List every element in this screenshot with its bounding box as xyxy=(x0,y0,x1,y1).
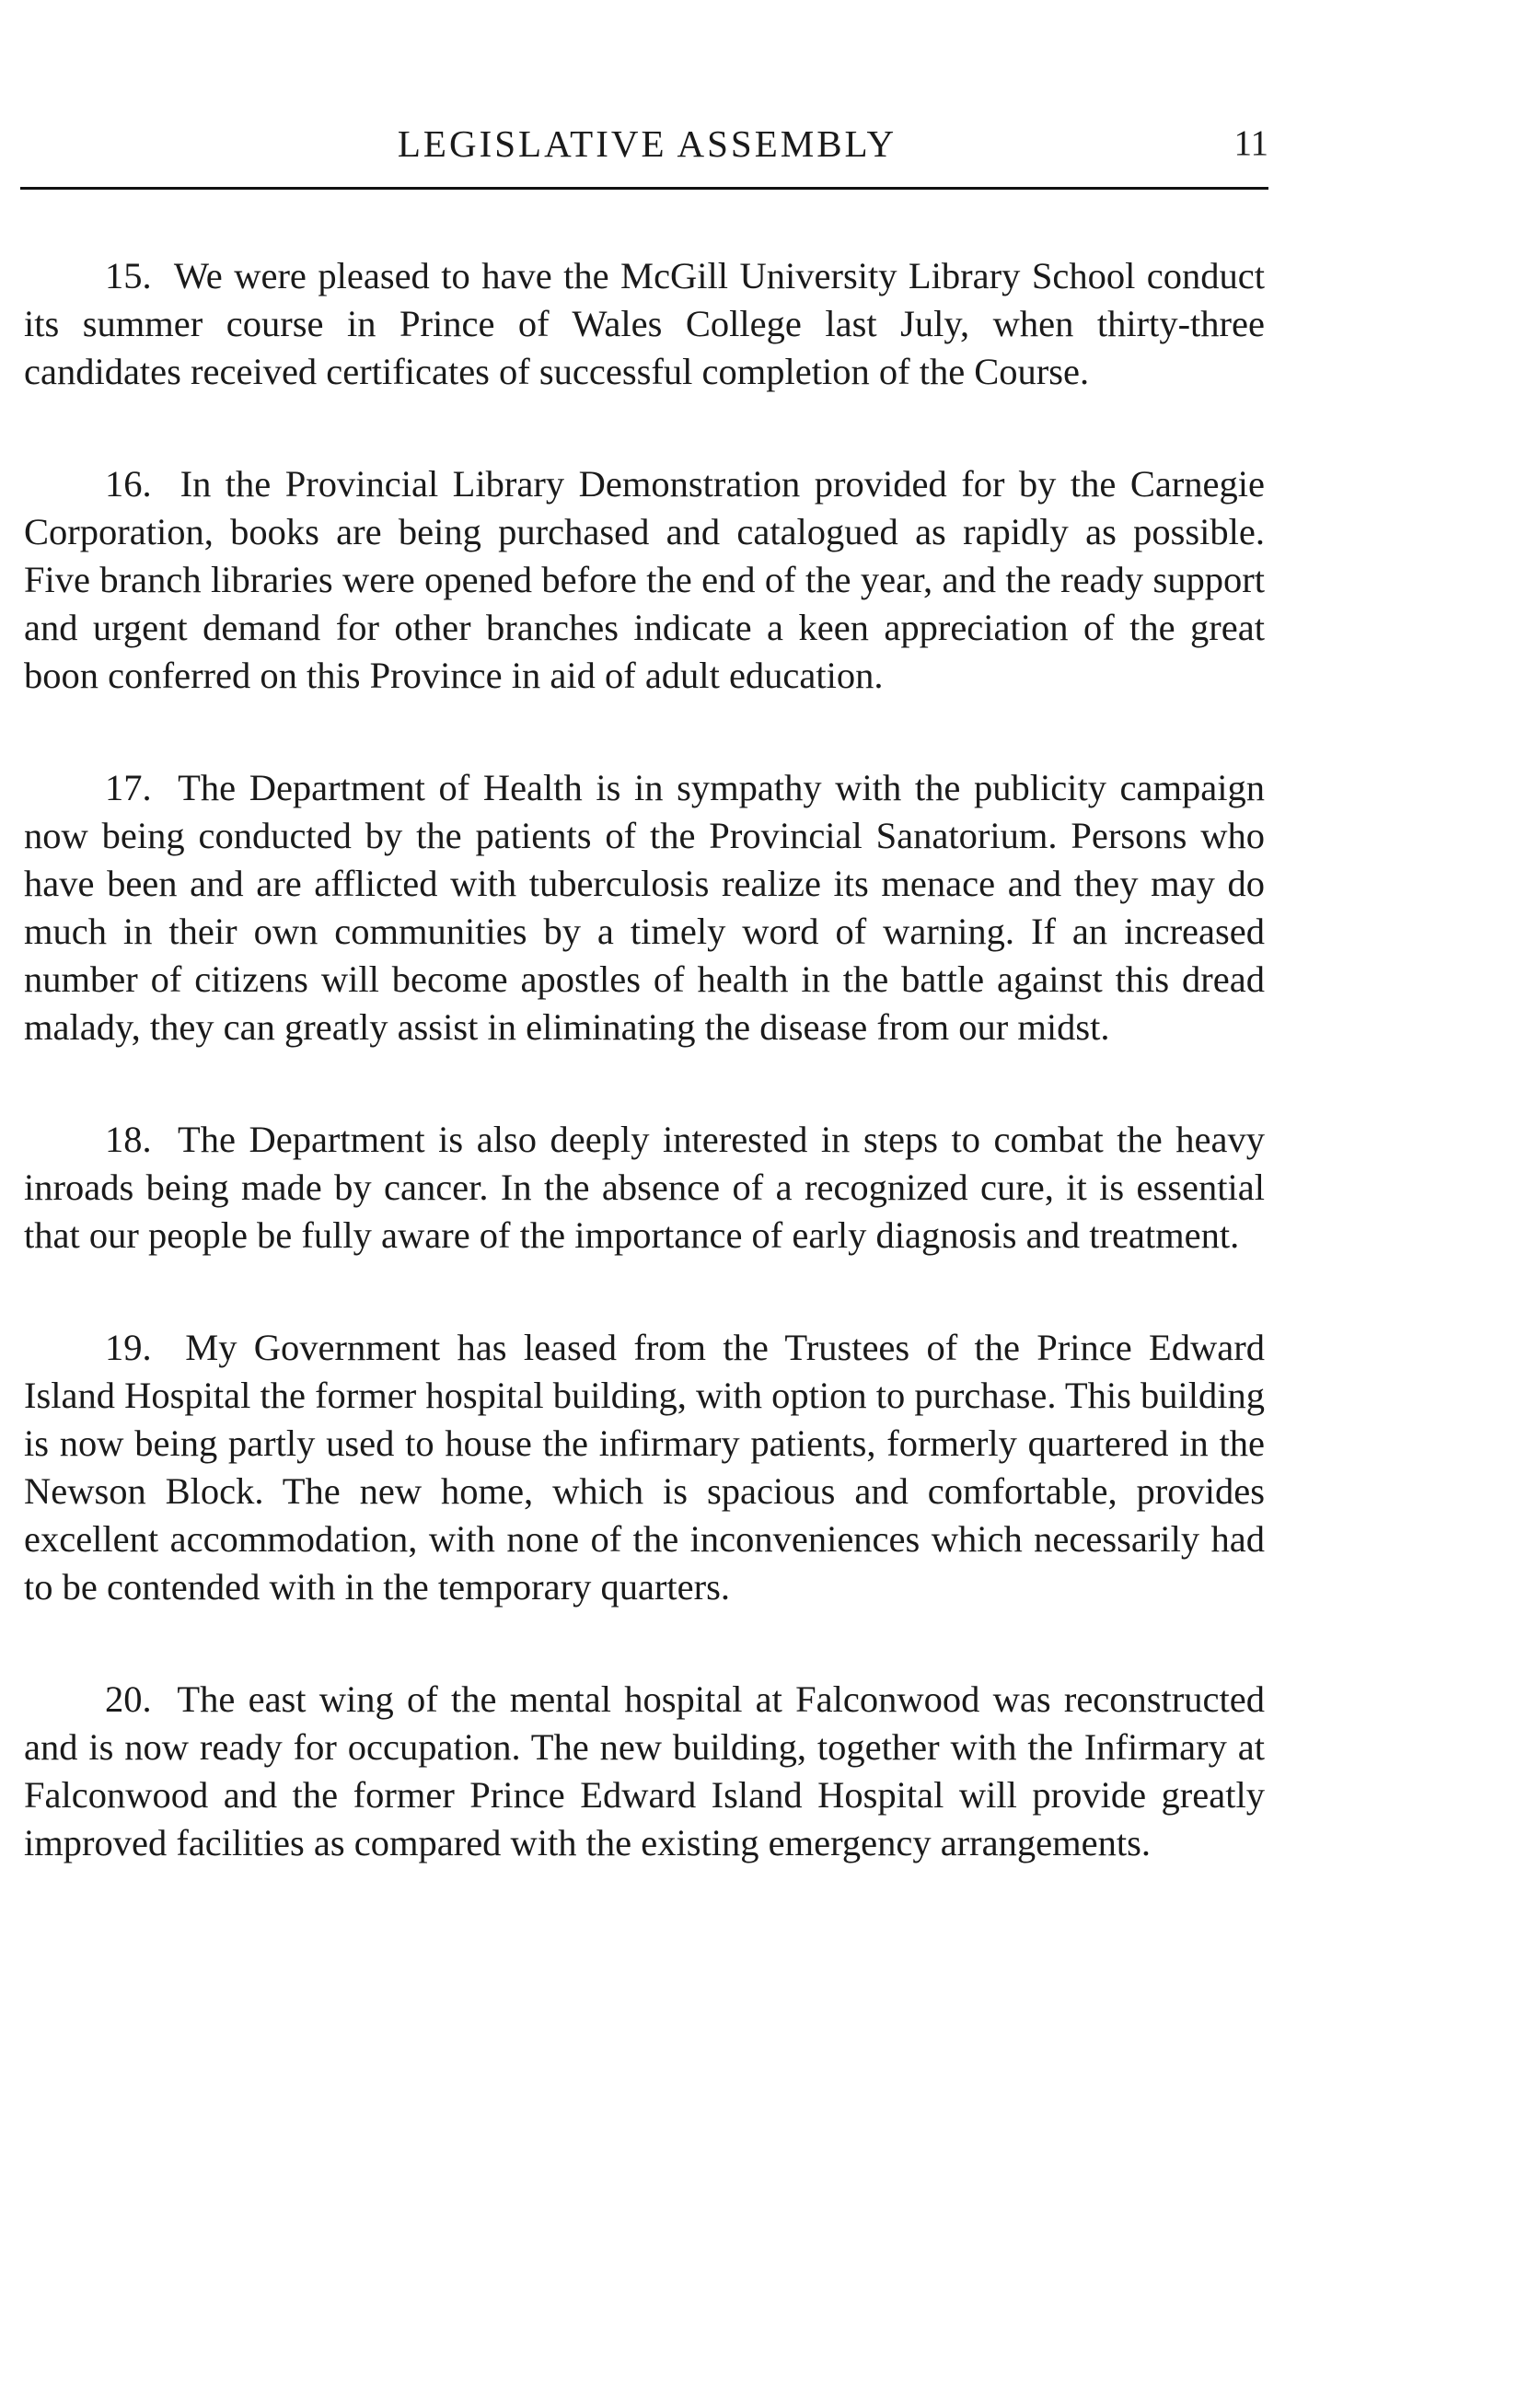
paragraph-text: The east wing of the mental hospital at Falconwood was reconstructed and is now ready for occupation. The new building, together with the Infirmary at Falconwood and the former Prince Edward Island Hospital will provide greatly improved facilities as compared with the existing emergency arrangements. xyxy=(24,1678,1265,1863)
paragraph-number: 15. xyxy=(105,255,152,296)
paragraph-18 xyxy=(24,1116,1265,1260)
header-rule xyxy=(20,187,1268,190)
paragraph-16 xyxy=(24,460,1265,700)
body-text xyxy=(24,252,1265,1932)
paragraph-19 xyxy=(24,1324,1265,1611)
paragraph-17 xyxy=(24,764,1265,1051)
paragraph-text: The Department of Health is in sympathy with the publicity campaign now being conducted by the patients of the Provincial Sanatorium. Persons who have been and are afflicted with tuberculosis realize its menace and they may do much in their own communities by a timely word of warning. If an increased number of citizens will become apostles of health in the battle against this dread malady, they can greatly assist in eliminating the disease from our midst. xyxy=(24,767,1265,1048)
paragraph-number: 20. xyxy=(105,1678,152,1720)
paragraph-number: 16. xyxy=(105,463,152,505)
paragraph-number: 18. xyxy=(105,1119,152,1160)
paragraph-text: My Government has leased from the Trustees of the Prince Edward Island Hospital the former hospital building, with option to purchase. This building is now being partly used to house the infirmary patients, formerly quartered in the Newson Block. The new home, which is spacious and comfortable, provides excellent accommodation, with none of the inconveniences which necessarily had to be contended with in the temporary quarters. xyxy=(24,1327,1266,1608)
page-number: 11 xyxy=(1233,123,1268,163)
paragraph-15 xyxy=(24,252,1265,396)
paragraph-number: 19. xyxy=(105,1327,152,1368)
paragraph-text: The Department is also deeply interested in steps to combat the heavy inroads being made by cancer. In the absence of a recognized cure, it is essential that our people be fully aware of the importance of early diagnosis and treatment. xyxy=(24,1119,1265,1256)
paragraph-text: We were pleased to have the McGill University Library School conduct its summer course in Prince of Wales College last July, when thirty-three candidates received certificates of successful completion of the Course. xyxy=(24,255,1265,392)
paragraph-20 xyxy=(24,1676,1265,1867)
running-title: LEGISLATIVE ASSEMBLY xyxy=(397,122,897,165)
paragraph-number: 17. xyxy=(105,767,152,808)
running-header xyxy=(26,118,1268,169)
paragraph-text: In the Provincial Library Demonstration provided for by the Carnegie Corporation, books are being purchased and catalogued as rapidly as possible. Five branch libraries were opened before the end of the year, and the ready support and urgent demand for other branches indicate a keen appreciation of the great boon conferred on this Province in aid of adult education. xyxy=(24,463,1265,696)
